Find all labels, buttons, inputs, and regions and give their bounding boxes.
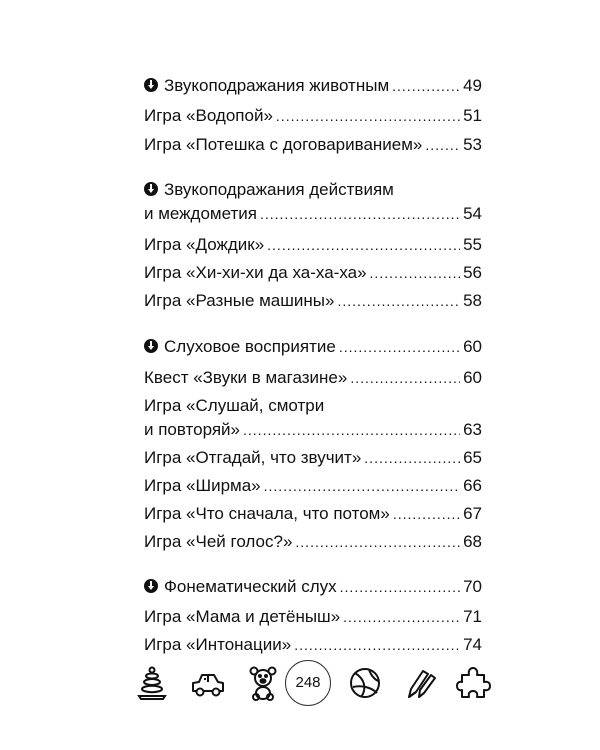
toc-item[interactable] — [144, 633, 482, 657]
item-title: Игра «Ширма» — [144, 476, 261, 495]
toc-section[interactable] — [144, 335, 482, 359]
toc-item[interactable] — [144, 133, 482, 157]
arrow-down-circle-icon — [144, 78, 158, 92]
item-title: Квест «Звуки в магазине» — [144, 368, 348, 387]
page-footer — [0, 655, 600, 715]
section-title-line1: Звукоподражания действиям — [164, 180, 394, 199]
leader-dots — [267, 233, 460, 257]
leader-dots — [243, 418, 460, 442]
page-ref: 60 — [463, 337, 482, 356]
page-ref: 55 — [463, 235, 482, 254]
puzzle-piece-icon — [456, 665, 492, 701]
toc-item[interactable] — [144, 446, 482, 470]
toc-item[interactable] — [144, 233, 482, 257]
leader-dots — [392, 74, 460, 98]
toc-item[interactable] — [144, 605, 482, 629]
leader-dots — [340, 575, 460, 599]
page-ref: 60 — [463, 368, 482, 387]
item-title: Игра «Мама и детёныш» — [144, 607, 341, 626]
leader-dots — [393, 502, 460, 526]
page-number: 248 — [285, 660, 331, 706]
section-title: Фонематический слух — [164, 577, 337, 596]
toc-section[interactable] — [144, 74, 482, 98]
toc-item[interactable] — [144, 366, 482, 390]
item-title: Игра «Разные машины» — [144, 291, 335, 310]
item-title-line2: и повторяй» — [144, 420, 241, 439]
page-ref: 51 — [463, 106, 482, 125]
page-ref: 49 — [463, 76, 482, 95]
teddy-bear-icon — [245, 665, 281, 701]
leader-dots — [276, 104, 460, 128]
page-ref: 58 — [463, 291, 482, 310]
page-ref: 65 — [463, 448, 482, 467]
leader-dots — [370, 261, 461, 285]
page-ref: 70 — [463, 577, 482, 596]
page-ref: 56 — [463, 263, 482, 282]
section-title: Слуховое восприятие — [164, 337, 336, 356]
leader-dots — [294, 633, 460, 657]
leader-dots — [425, 133, 460, 157]
leader-dots — [264, 474, 460, 498]
leader-dots — [350, 366, 460, 390]
arrow-down-circle-icon — [144, 182, 158, 196]
section-title-line2: и междометия — [144, 204, 257, 223]
toc-item[interactable] — [144, 104, 482, 128]
toc-section[interactable] — [144, 575, 482, 599]
arrow-down-circle-icon — [144, 579, 158, 593]
toc-item[interactable] — [144, 530, 482, 554]
page-ref: 66 — [463, 476, 482, 495]
item-title: Игра «Отгадай, что звучит» — [144, 448, 362, 467]
item-title: Игра «Чей голос?» — [144, 532, 293, 551]
leader-dots — [343, 605, 460, 629]
item-title: Игра «Хи-хи-хи да ха-ха-ха» — [144, 263, 367, 282]
leader-dots — [339, 335, 460, 359]
toy-car-icon — [190, 665, 226, 701]
page-ref: 74 — [463, 635, 482, 654]
page-ref: 71 — [463, 607, 482, 626]
item-title: Игра «Что сначала, что потом» — [144, 504, 390, 523]
leader-dots — [337, 289, 460, 313]
section-title: Звукоподражания животным — [164, 76, 390, 95]
pyramid-toy-icon — [134, 665, 170, 701]
page-ref: 68 — [463, 532, 482, 551]
toc-item[interactable] — [144, 502, 482, 526]
item-title: Игра «Водопой» — [144, 106, 273, 125]
toc-item[interactable] — [144, 474, 482, 498]
page-ref: 67 — [463, 504, 482, 523]
leader-dots — [295, 530, 460, 554]
toc-section[interactable] — [144, 178, 482, 226]
pencils-icon — [403, 665, 439, 701]
toc-item[interactable] — [144, 261, 482, 285]
item-title: Игра «Потешка с договариванием» — [144, 135, 423, 154]
page-ref: 63 — [463, 420, 482, 439]
ball-icon — [347, 665, 383, 701]
toc-item[interactable] — [144, 394, 482, 442]
page-ref: 54 — [463, 204, 482, 223]
leader-dots — [364, 446, 460, 470]
leader-dots — [260, 202, 460, 226]
item-title: Игра «Интонации» — [144, 635, 292, 654]
arrow-down-circle-icon — [144, 339, 158, 353]
item-title-line1: Игра «Слушай, смотри — [144, 396, 325, 415]
page-ref: 53 — [463, 135, 482, 154]
item-title: Игра «Дождик» — [144, 235, 265, 254]
toc-item[interactable] — [144, 289, 482, 313]
